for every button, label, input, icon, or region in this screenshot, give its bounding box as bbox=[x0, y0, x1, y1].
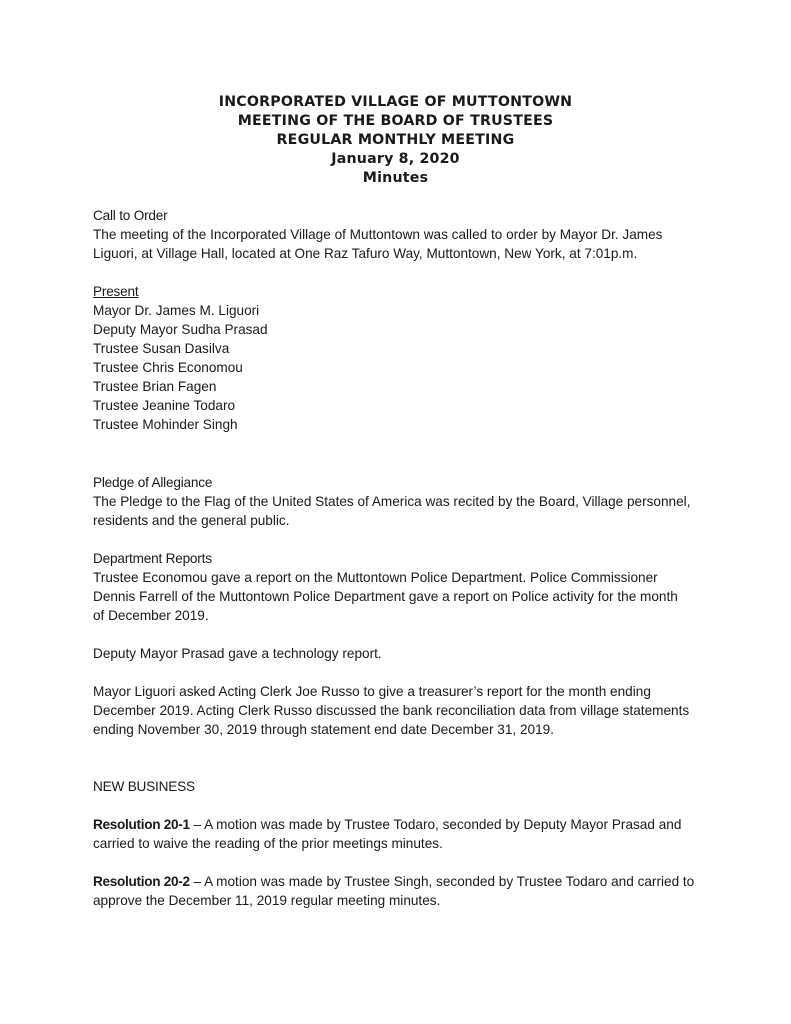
present-member: Trustee Chris Economou bbox=[93, 360, 243, 375]
present-member: Trustee Jeanine Todaro bbox=[93, 398, 236, 413]
new-business-heading: NEW BUSINESS bbox=[93, 779, 195, 794]
resolution-20-1 bbox=[93, 815, 703, 853]
call-to-order-line: The meeting of the Incorporated Village of Muttontown was called to order by Mayor Dr. James bbox=[93, 227, 663, 242]
resolution-label: Resolution 20-2 bbox=[93, 874, 190, 889]
treasurer-report-line: ending November 30, 2019 through statement end date December 31, 2019. bbox=[93, 722, 554, 737]
technology-report-paragraph bbox=[93, 644, 703, 663]
call-to-order-section bbox=[93, 206, 703, 263]
treasurer-report-paragraph bbox=[93, 682, 703, 739]
resolution-20-2 bbox=[93, 872, 703, 910]
department-report-line: Trustee Economou gave a report on the Muttontown Police Department. Police Commissioner bbox=[93, 570, 658, 585]
document-header bbox=[0, 93, 791, 188]
present-member: Mayor Dr. James M. Liguori bbox=[93, 303, 260, 318]
header-village-name: INCORPORATED VILLAGE OF MUTTONTOWN bbox=[218, 94, 573, 110]
resolution-text: – A motion was made by Trustee Singh, seconded by Trustee Todaro and carried to bbox=[189, 874, 695, 889]
call-to-order-heading: Call to Order bbox=[93, 208, 168, 223]
pledge-line: The Pledge to the Flag of the United States of America was recited by the Board, Village personnel, bbox=[93, 494, 691, 509]
department-reports-section bbox=[93, 549, 703, 625]
call-to-order-line: Liguori, at Village Hall, located at One Raz Tafuro Way, Muttontown, New York, at 7:01p.m. bbox=[93, 246, 638, 261]
treasurer-report-line: Mayor Liguori asked Acting Clerk Joe Russo to give a treasurer’s report for the month ending bbox=[93, 684, 651, 699]
present-heading: Present bbox=[93, 284, 139, 299]
present-section bbox=[93, 282, 703, 434]
treasurer-report-line: December 2019. Acting Clerk Russo discussed the bank reconciliation data from village statements bbox=[93, 703, 690, 718]
present-member: Trustee Mohinder Singh bbox=[93, 417, 238, 432]
resolution-line: carried to waive the reading of the prior meetings minutes. bbox=[93, 836, 443, 851]
pledge-section bbox=[93, 473, 703, 530]
present-member: Trustee Susan Dasilva bbox=[93, 341, 230, 356]
header-document-type: Minutes bbox=[362, 170, 429, 186]
resolution-text: – A motion was made by Trustee Todaro, seconded by Deputy Mayor Prasad and bbox=[189, 817, 682, 832]
pledge-line: residents and the general public. bbox=[93, 513, 290, 528]
technology-report-line: Deputy Mayor Prasad gave a technology report. bbox=[93, 646, 382, 661]
new-business-section bbox=[93, 777, 703, 796]
resolution-label: Resolution 20-1 bbox=[93, 817, 190, 832]
header-meeting-board: MEETING OF THE BOARD OF TRUSTEES bbox=[237, 113, 554, 129]
header-meeting-type: REGULAR MONTHLY MEETING bbox=[276, 132, 515, 148]
department-report-line: of December 2019. bbox=[93, 608, 209, 623]
resolution-line: approve the December 11, 2019 regular meeting minutes. bbox=[93, 893, 441, 908]
pledge-heading: Pledge of Allegiance bbox=[93, 475, 213, 490]
present-member: Trustee Brian Fagen bbox=[93, 379, 217, 394]
header-meeting-date: January 8, 2020 bbox=[331, 151, 460, 167]
resolution-line bbox=[93, 872, 703, 891]
resolution-line bbox=[93, 815, 703, 834]
department-report-line: Dennis Farrell of the Muttontown Police Department gave a report on Police activity for the month bbox=[93, 589, 678, 604]
present-member: Deputy Mayor Sudha Prasad bbox=[93, 322, 268, 337]
department-reports-heading: Department Reports bbox=[93, 551, 212, 566]
